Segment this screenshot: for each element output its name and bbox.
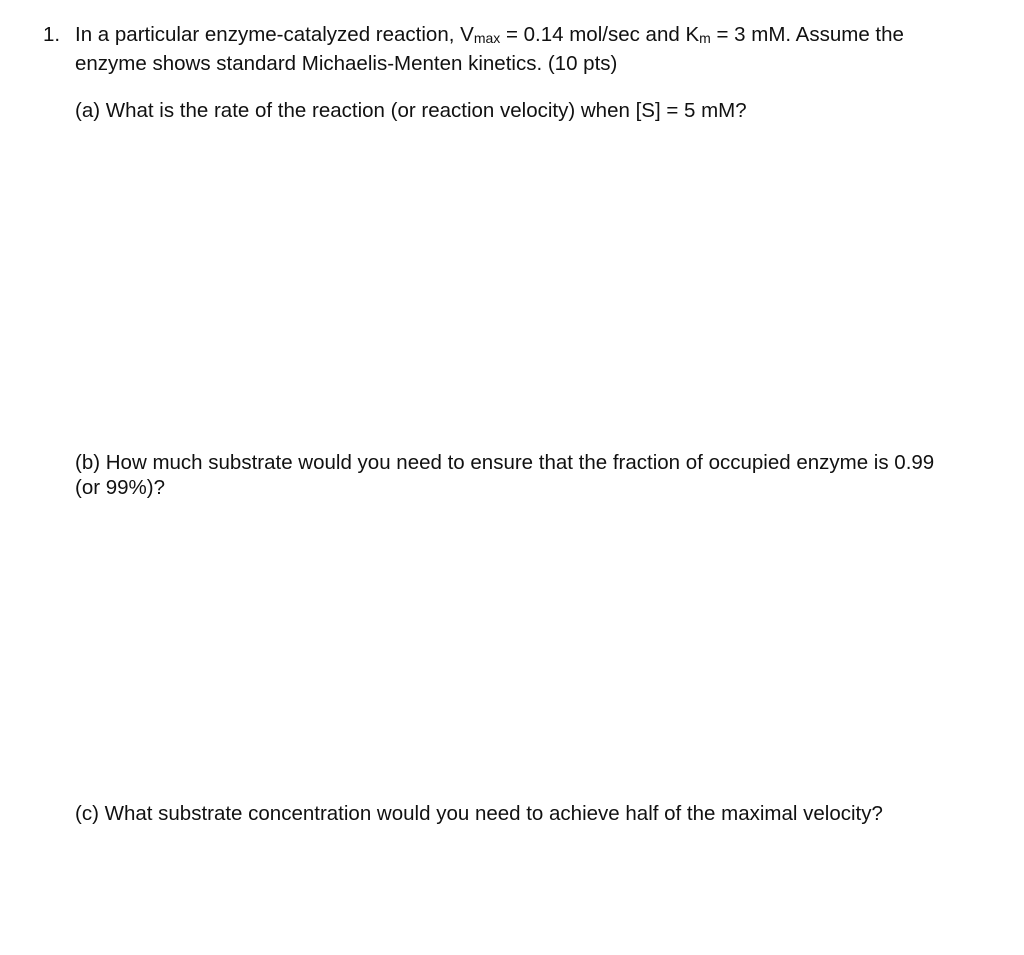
question-number: 1. bbox=[43, 23, 61, 46]
part-a-question: (a) What is the rate of the reaction (or reaction velocity) when [S] = 5 mM? bbox=[75, 99, 747, 122]
part-b-question bbox=[75, 450, 1005, 500]
part-b-line-2: (or 99%)? bbox=[75, 476, 166, 499]
stem-vmax-value: = 0.14 mol/sec and K bbox=[500, 23, 700, 46]
question-stem-line-2: enzyme shows standard Michaelis-Menten kinetics. (10 pts) bbox=[75, 52, 618, 75]
km-subscript: m bbox=[699, 30, 711, 46]
vmax-subscript: max bbox=[473, 30, 501, 46]
part-b-line-1: (b) How much substrate would you need to ensure that the fraction of occupied enzyme is 0.99 bbox=[75, 451, 935, 474]
part-c-question: (c) What substrate concentration would you need to achieve half of the maximal velocity? bbox=[75, 802, 883, 825]
question-stem bbox=[75, 22, 1005, 76]
stem-rest: = 3 mM. Assume the bbox=[710, 23, 904, 46]
stem-intro: In a particular enzyme-catalyzed reaction, V bbox=[75, 23, 474, 46]
question-stem-line-1 bbox=[75, 22, 1005, 51]
